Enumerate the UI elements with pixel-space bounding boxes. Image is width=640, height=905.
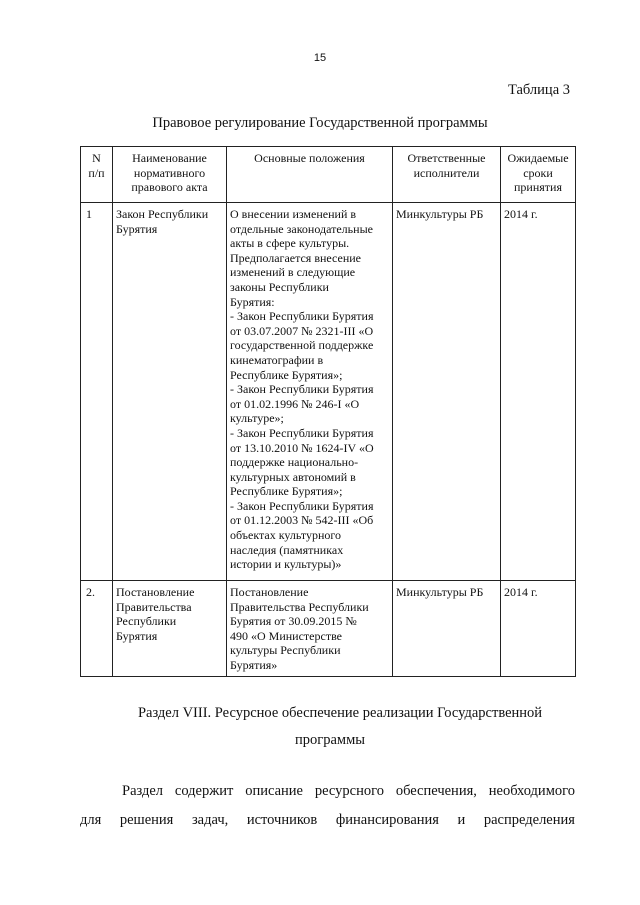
row-provisions: О внесении изменений в отдельные законодательные акты в сфере культуры. Предполагается внесение изменений в следующие законы Республики Бурятия: - Закон Республики Бурятия от 03.07.2007 № 2321-III «О государственной поддержке кинематографии в Республике Бурятия»; - Закон Республики Бурятия от 01.02.1996 № 246-I «О культуре»; - Закон Республики Бурятия от 13.10.2010 № 1624-IV «О поддержке национально- культурных автономий в Республике Бурятия»; - Закон Республики Бурятия от 01.12.2003 № 542-III «Об объектах культурного наследия (памятниках истории и культуры)»: [227, 203, 393, 581]
row-responsible: Минкультуры РБ: [393, 581, 501, 677]
row-responsible: Минкультуры РБ: [393, 203, 501, 581]
table-title: Правовое регулирование Государственной программы: [152, 115, 488, 131]
paragraph-line-2: [80, 807, 575, 833]
word: описание: [245, 783, 303, 799]
word: для: [80, 812, 102, 828]
row-term: 2014 г.: [501, 203, 576, 581]
row-act: Постановление Правительства Республики Бурятия: [113, 581, 227, 677]
word: и: [457, 812, 466, 828]
word: ресурсного: [314, 783, 384, 799]
table-row: [81, 203, 576, 581]
row-number: 1: [81, 203, 113, 581]
word: финансирования: [335, 812, 439, 828]
section-heading-line1: Раздел VIII. Ресурсное обеспечение реализации Государственной: [137, 705, 543, 721]
table-label: Таблица 3: [507, 82, 570, 98]
page-number: 15: [313, 52, 327, 64]
section-heading-line2: программы: [295, 732, 365, 748]
row-term: 2014 г.: [501, 581, 576, 677]
section-heading: [0, 700, 640, 753]
word: необходимого: [488, 783, 575, 799]
row-act: Закон Республики Бурятия: [113, 203, 227, 581]
paragraph-line-1: [80, 778, 575, 804]
section-paragraph: [80, 778, 575, 833]
header-act: Наименование нормативного правового акта: [113, 147, 227, 203]
header-provisions: Основные положения: [227, 147, 393, 203]
legal-regulation-table: [80, 146, 576, 677]
table-row: [81, 581, 576, 677]
word: источников: [246, 812, 318, 828]
word: задач,: [191, 812, 229, 828]
word: Раздел: [122, 783, 164, 799]
word: распределения: [483, 812, 575, 828]
table-header-row: [81, 147, 576, 203]
header-term: Ожидаемые сроки принятия: [501, 147, 576, 203]
header-responsible: Ответственные исполнители: [393, 147, 501, 203]
row-number: 2.: [81, 581, 113, 677]
word: обеспечения,: [395, 783, 477, 799]
header-num: N п/п: [81, 147, 113, 203]
word: содержит: [174, 783, 234, 799]
word: решения: [119, 812, 174, 828]
row-provisions: Постановление Правительства Республики Бурятия от 30.09.2015 № 490 «О Министерстве культуры Республики Бурятия»: [227, 581, 393, 677]
